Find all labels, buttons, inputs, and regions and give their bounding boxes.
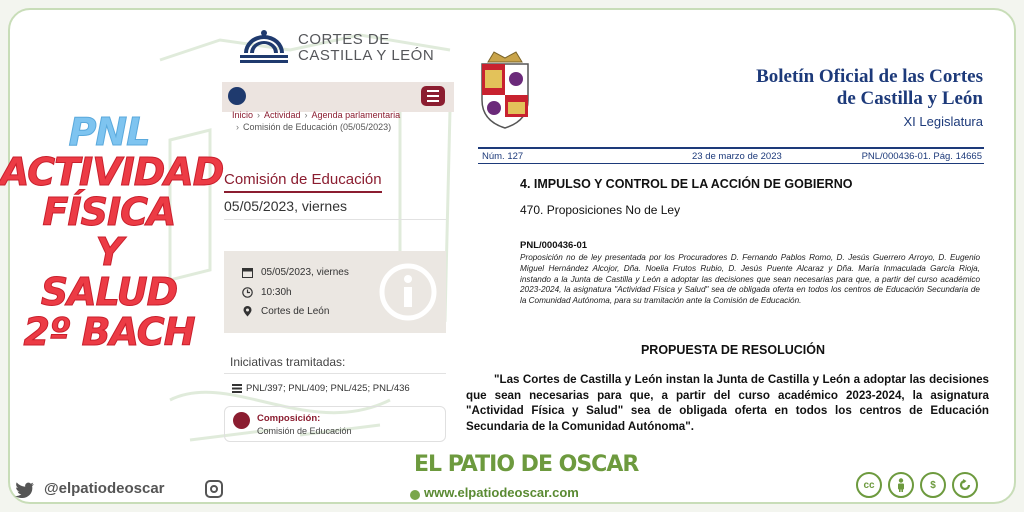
breadcrumb-separator: › — [257, 110, 261, 120]
twitter-icon[interactable] — [14, 482, 34, 498]
location-pin-icon — [242, 306, 253, 317]
by-icon — [888, 472, 914, 498]
cortes-name-line1: CORTES DE — [298, 31, 390, 48]
license-icons — [856, 472, 978, 498]
menu-bar — [427, 100, 439, 102]
initiatives-value[interactable]: PNL/397; PNL/409; PNL/425; PNL/436 — [246, 383, 410, 394]
poster-title — [0, 110, 224, 354]
breadcrumb-inicio[interactable]: Inicio — [232, 110, 254, 120]
composition-box — [224, 406, 446, 442]
breadcrumb-separator: › — [304, 110, 308, 120]
clock-icon — [242, 287, 253, 298]
calendar-icon — [242, 267, 253, 278]
title-line-salud: SALUD — [40, 270, 178, 314]
breadcrumb — [232, 109, 458, 133]
people-icon — [233, 412, 250, 429]
nc-icon: $ — [920, 472, 946, 498]
pnl-code: PNL/000436-01 — [520, 240, 588, 251]
website-link[interactable]: www.elpatiodeoscar.com — [424, 485, 579, 500]
commission-date: 05/05/2023, viernes — [224, 198, 347, 214]
proposal-title: PROPUESTA DE RESOLUCIÓN — [640, 343, 826, 357]
info-place: Cortes de León — [261, 306, 330, 317]
title-line-y: Y — [95, 230, 123, 274]
breadcrumb-separator: › — [236, 122, 239, 132]
list-icon — [232, 384, 242, 393]
header-rule — [478, 147, 984, 149]
breadcrumb-actividad[interactable]: Actividad — [264, 110, 301, 120]
cortes-name-line2: CASTILLA Y LEÓN — [298, 47, 435, 64]
composition-label: Composición: — [257, 413, 321, 424]
section-title: 4. IMPULSO Y CONTROL DE LA ACCIÓN DE GOBIERNO — [520, 177, 853, 191]
cortes-logo — [236, 27, 292, 67]
info-time: 10:30h — [261, 287, 292, 298]
divider — [224, 373, 446, 374]
cortes-name — [298, 32, 434, 64]
cortes-small-logo-icon[interactable] — [228, 87, 246, 105]
breadcrumb-current: Comisión de Educación (05/05/2023) — [243, 122, 392, 132]
info-time-row — [242, 287, 292, 298]
instagram-icon[interactable] — [205, 480, 223, 498]
title-line-actividad: ACTIVIDAD — [0, 150, 224, 194]
title-line-bach: 2º BACH — [23, 310, 195, 354]
boletin-date: 23 de marzo de 2023 — [692, 151, 782, 162]
divider — [224, 219, 446, 220]
commission-title: Comisión de Educación — [224, 171, 382, 188]
initiatives-label: Iniciativas tramitadas: — [230, 355, 346, 369]
boletin-title-line1: Boletín Oficial de las Cortes — [756, 66, 983, 87]
coat-of-arms-icon — [476, 48, 534, 130]
globe-icon — [410, 490, 420, 500]
menu-bar — [427, 90, 439, 92]
twitter-handle[interactable]: @elpatiodeoscar — [44, 480, 165, 497]
boletin-ref: PNL/000436-01. Pág. 14665 — [861, 151, 982, 162]
boletin-title — [756, 66, 983, 110]
info-date-row — [242, 267, 349, 278]
info-date: 05/05/2023, viernes — [261, 267, 349, 278]
cc-icon: cc — [856, 472, 882, 498]
hamburger-menu-button[interactable] — [421, 86, 445, 106]
subsection-title: 470. Proposiciones No de Ley — [520, 203, 681, 217]
boletin-number: Núm. 127 — [482, 151, 524, 162]
cortes-nav-bar — [222, 82, 454, 112]
boletin-legislature: XI Legislatura — [903, 114, 983, 129]
composition-value: Comisión de Educación — [257, 426, 352, 436]
initiatives-list — [232, 383, 410, 394]
proposal-text: "Las Cortes de Castilla y León instan la Junta de Castilla y León a adoptar las decisiones que sean necesarias para que, a partir del curso académico 2023-2024, la asignatura "Actividad Física y Salud" sea de obligada oferta en todos los centros de Educación Secundaria de la Comunidad Autónoma". — [466, 373, 989, 433]
sa-icon — [952, 472, 978, 498]
menu-bar — [427, 95, 439, 97]
commission-title-underline — [224, 191, 382, 193]
pnl-summary: Proposición no de ley presentada por los Procuradores D. Fernando Pablos Romo, D. Jesús Guerrero Arroyo, D. Eugenio Miguel Hernández Alcojor, Dña. Noelia Frutos Rubio, D. Jesús Puente Alcaraz y Dña. María Inmaculada García Rioja, instando a la Junta de Castilla y León a adoptar las decisiones que sean necesarias para que, a partir del curso académico 2023-2024, la asignatura "Actividad Física y Salud" sea de obligada oferta en todos los centros de Educación Secundaria de la Comunidad Autónoma, para su tramitación ante la Comisión de Educación. — [520, 253, 980, 306]
info-icon — [378, 262, 438, 322]
title-line-fisica: FÍSICA — [42, 190, 176, 234]
title-line-pnl: PNL — [68, 110, 150, 154]
meta-rule — [478, 163, 984, 164]
breadcrumb-agenda[interactable]: Agenda parlamentaria — [311, 110, 401, 120]
info-place-row — [242, 306, 329, 317]
brand-logo: EL PATIO DE OSCAR — [414, 452, 639, 477]
boletin-title-line2: de Castilla y León — [836, 88, 983, 109]
